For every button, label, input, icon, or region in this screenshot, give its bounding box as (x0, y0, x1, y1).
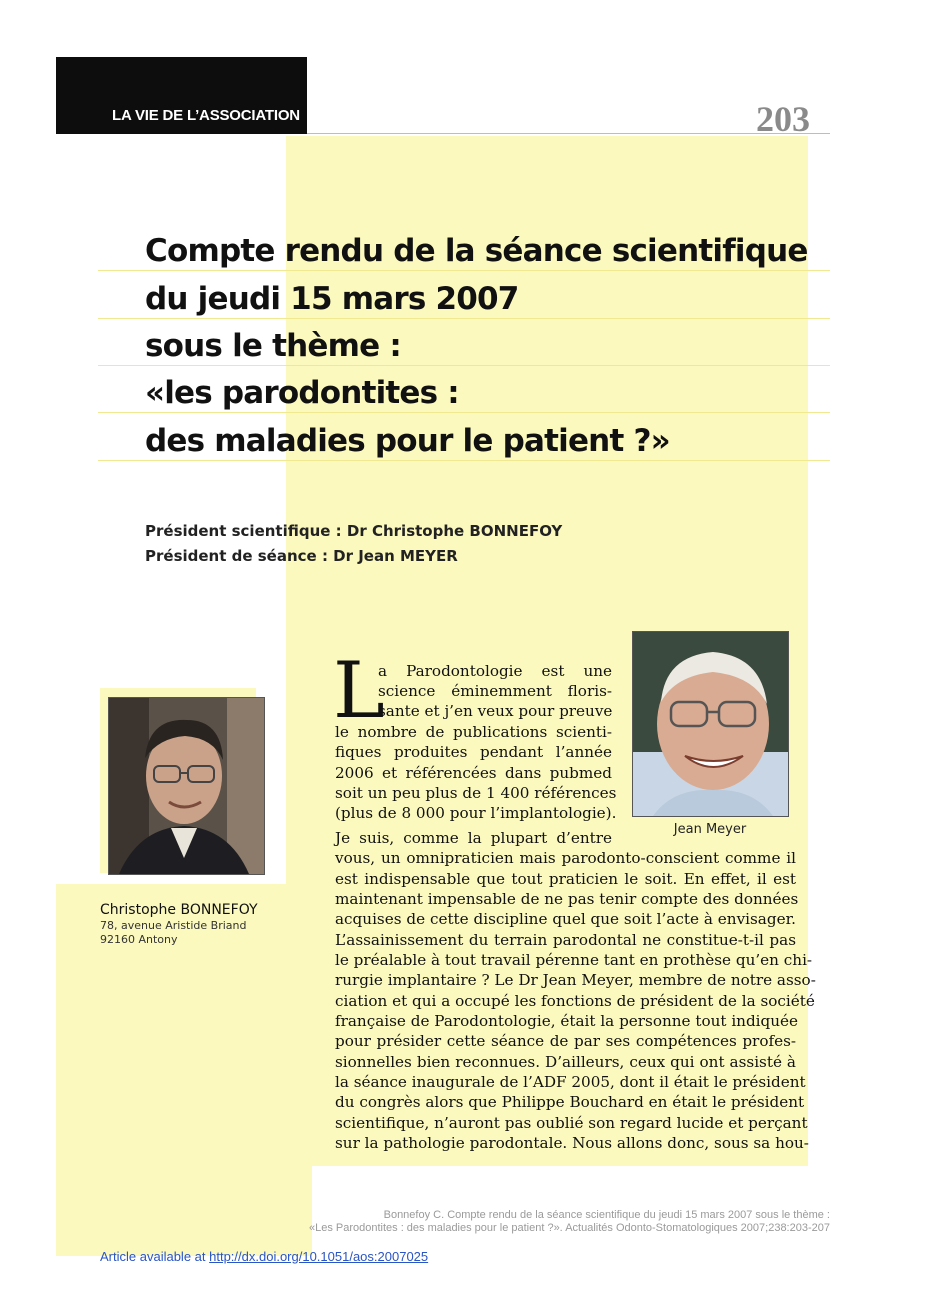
body-text-line: fiques produites pendant l’année (335, 743, 612, 761)
body-text-line: soit un peu plus de 1 400 références (335, 784, 617, 802)
author-address-line: 92160 Antony (100, 933, 178, 946)
section-header (56, 57, 307, 134)
availability-prefix: Article available at (100, 1249, 210, 1264)
title-rule (98, 460, 830, 461)
title-rule (98, 318, 830, 319)
body-text-line: du congrès alors que Philippe Bouchard en était le président (335, 1093, 805, 1111)
article-title-line: «les parodontites : (145, 375, 459, 411)
body-text-line: maintenant impensable de ne pas tenir compte des données (335, 890, 799, 908)
body-text-line: la séance inaugurale de l’ADF 2005, dont il était le président (335, 1073, 806, 1091)
body-text-line: (plus de 8 000 pour l’implantologie). (335, 804, 617, 822)
body-text-line: L’assainissement du terrain parodontal ne constitue-t-il pas (335, 931, 796, 949)
article-title-line: sous le thème : (145, 328, 401, 364)
body-text-line: sante et j’en veux pour preuve (378, 702, 613, 720)
doi-link[interactable]: http://dx.doi.org/10.1051/aos:2007025 (209, 1249, 429, 1264)
scientific-president: Président scientifique : Dr Christophe BONNEFOY (145, 522, 563, 540)
page-number: 203 (756, 99, 810, 139)
article-title-line: des maladies pour le patient ?» (145, 423, 670, 459)
body-text-line: ciation et qui a occupé les fonctions de président de la société (335, 992, 815, 1010)
article-title-line: du jeudi 15 mars 2007 (145, 281, 519, 317)
body-text-line: a Parodontologie est une (378, 662, 612, 680)
session-president: Président de séance : Dr Jean MEYER (145, 547, 458, 565)
citation-line: «Les Parodontites : des maladies pour le patient ?». Actualités Odonto-Stomatologiques 2007;238:203-207 (308, 1222, 830, 1234)
body-text-line: science éminemment floris- (378, 682, 612, 700)
title-rule (98, 365, 830, 366)
article-title-line: Compte rendu de la séance scientifique (145, 233, 808, 269)
body-text-line: rurgie implantaire ? Le Dr Jean Meyer, membre de notre asso- (335, 971, 816, 989)
body-text-line: le préalable à tout travail pérenne tant en prothèse qu’en chi- (335, 951, 813, 969)
body-text-line: française de Parodontologie, était la personne tout indiquée (335, 1012, 799, 1030)
body-text-line: 2006 et référencées dans pubmed (335, 764, 612, 782)
portrait-photo-jean-meyer-icon (632, 631, 789, 817)
title-rule (98, 270, 830, 271)
portrait-photo-christophe-bonnefoy-icon (108, 697, 265, 875)
body-text-line: sionnelles bien reconnues. D’ailleurs, ceux qui ont assisté à (335, 1053, 796, 1071)
section-label: LA VIE DE L’ASSOCIATION (112, 107, 300, 124)
author-name: Christophe BONNEFOY (100, 902, 258, 918)
article-availability (100, 1249, 428, 1264)
body-text-line: est indispensable que tout praticien le soit. En effet, il est (335, 870, 796, 888)
highlight-panel-author (56, 884, 312, 1256)
body-text-line: Je suis, comme la plupart d’entre (335, 829, 612, 847)
body-text-line: vous, un omnipraticien mais parodonto-conscient comme il (335, 849, 796, 867)
title-rule (98, 412, 830, 413)
body-text-line: pour présider cette séance de par ses compétences profes- (335, 1032, 796, 1050)
body-text-line: acquises de cette discipline quel que soit l’acte à envisager. (335, 910, 796, 928)
body-text-line: le nombre de publications scienti- (335, 723, 612, 741)
drop-cap: L (333, 646, 385, 736)
citation-line: Bonnefoy C. Compte rendu de la séance scientifique du jeudi 15 mars 2007 sous le thème : (383, 1209, 830, 1221)
photo-caption: Jean Meyer (673, 822, 747, 837)
body-text-line: scientifique, n’auront pas oublié son regard lucide et perçant (335, 1114, 808, 1132)
author-address-line: 78, avenue Aristide Briand (100, 919, 247, 932)
body-text-line: sur la pathologie parodontale. Nous allons donc, sous sa hou- (335, 1134, 809, 1152)
